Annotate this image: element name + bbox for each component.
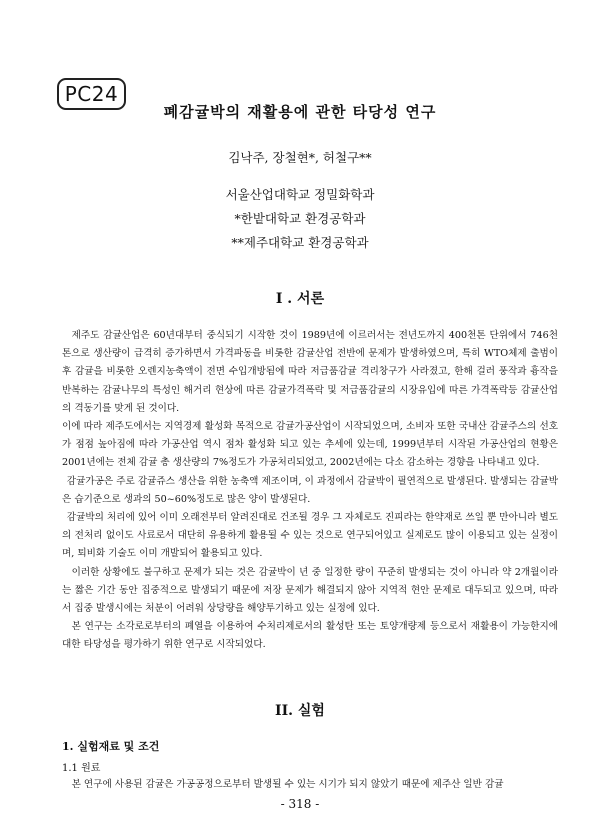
intro-paragraph: 이러한 상황에도 불구하고 문제가 되는 것은 감귤박이 년 중 일정한 량이 꾸준히 발생되는 것이 아니라 약 2개월이라는 짧은 기간 동안 집중적으로 발생되기 때문에 저장 문제가 해결되지 않아 지역적 현안 문제로 대두되고 있으며, 따라서 집중 발생시에는 처분이 어려워 상당량을 해양투기하고 있는 실정에 있다. [62,566,558,615]
intro-paragraph: 이에 따라 제주도에서는 지역경제 활성화 목적으로 감귤가공산업이 시작되었으며, 소비자 또한 국내산 감귤주스의 선호가 점점 높아짐에 따라 가공산업 역시 점차 활성화 되고 있는 추세에 있는데, 1999년부터 시작된 가공산업의 현황은 2001년에는 전체 감귤 총 생산량의 7%정도가 가공처리되었고, 2002년에는 다소 감소하는 경향을 나타내고 있다. [62,421,558,469]
section-heading-experiment: II. 실험 [275,703,325,719]
experiment-body: 본 연구에 사용된 감귤은 가공공정으로부터 발생될 수 있는 시기가 되지 않았기 때문에 제주산 일반 감귤 [71,779,504,790]
intro-paragraph: 감귤가공은 주로 감귤쥬스 생산을 위한 농축액 제조이며, 이 과정에서 감귤박이 필연적으로 발생된다. 발생되는 감귤박은 습기준으로 생과의 50~60%정도로 많은 양이 발생된다. [62,475,558,505]
section-heading-introduction: I . 서론 [275,291,325,307]
subsubsection-heading: 1.1 원료 [62,763,101,774]
intro-paragraph: 감귤박의 처리에 있어 이미 오래전부터 알려진대로 건조될 경우 그 자체로도 진피라는 한약재로 쓰일 뿐 만아니라 별도의 전처리 없이도 사료로서 대단히 유용하게 활용될 수 있는 것으로 연구되어있고 실제로도 많이 이용되고 있는 실정이며, 퇴비화 기술도 이미 개발되어 활용되고 있다. [62,512,558,560]
introduction-body [62,327,558,655]
intro-paragraph: 본 연구는 소각로로부터의 폐열을 이용하여 수처리제로서의 활성탄 또는 토양개량제 등으로서 재활용이 가능한지에 대한 타당성을 평가하기 위한 연구로 시작되었다. [62,621,558,651]
intro-paragraph: 제주도 감귤산업은 60년대부터 중식되기 시작한 것이 1989년에 이르러서는 전년도까지 400천톤 단위에서 746천톤으로 생산량이 급격히 증가하면서 가격파동을 비롯한 감귤산업 전반에 문제가 발생하였으며, 특히 WTO체제 출범이후 감귤을 비롯한 오렌지농축액이 전면 수입개방됨에 따라 저급품감귤 격리창구가 사라졌고, 한해 걸러 풍작과 흉작을 반복하는 감귤나무의 특성인 해거리 현상에 따른 감귤가격폭락 및 저급품감귤의 시장유입에 따른 가격폭락등 감귤산업의 격동기를 맞게 된 것이다. [62,330,558,414]
paper-title: 폐감귤박의 재활용에 관한 타당성 연구 [163,103,437,121]
author-list: 김낙주, 장철현*, 허철구** [228,150,372,165]
affiliation-1: 서울산업대학교 정밀화학과 [225,187,375,202]
affiliation-3: **제주대학교 환경공학과 [231,235,369,250]
page-number: - 318 - [280,797,320,811]
subsection-heading: 1. 실험재료 및 조건 [62,740,160,753]
affiliation-2: *한밭대학교 환경공학과 [234,211,366,226]
poster-code-badge: PC24 [57,78,126,110]
